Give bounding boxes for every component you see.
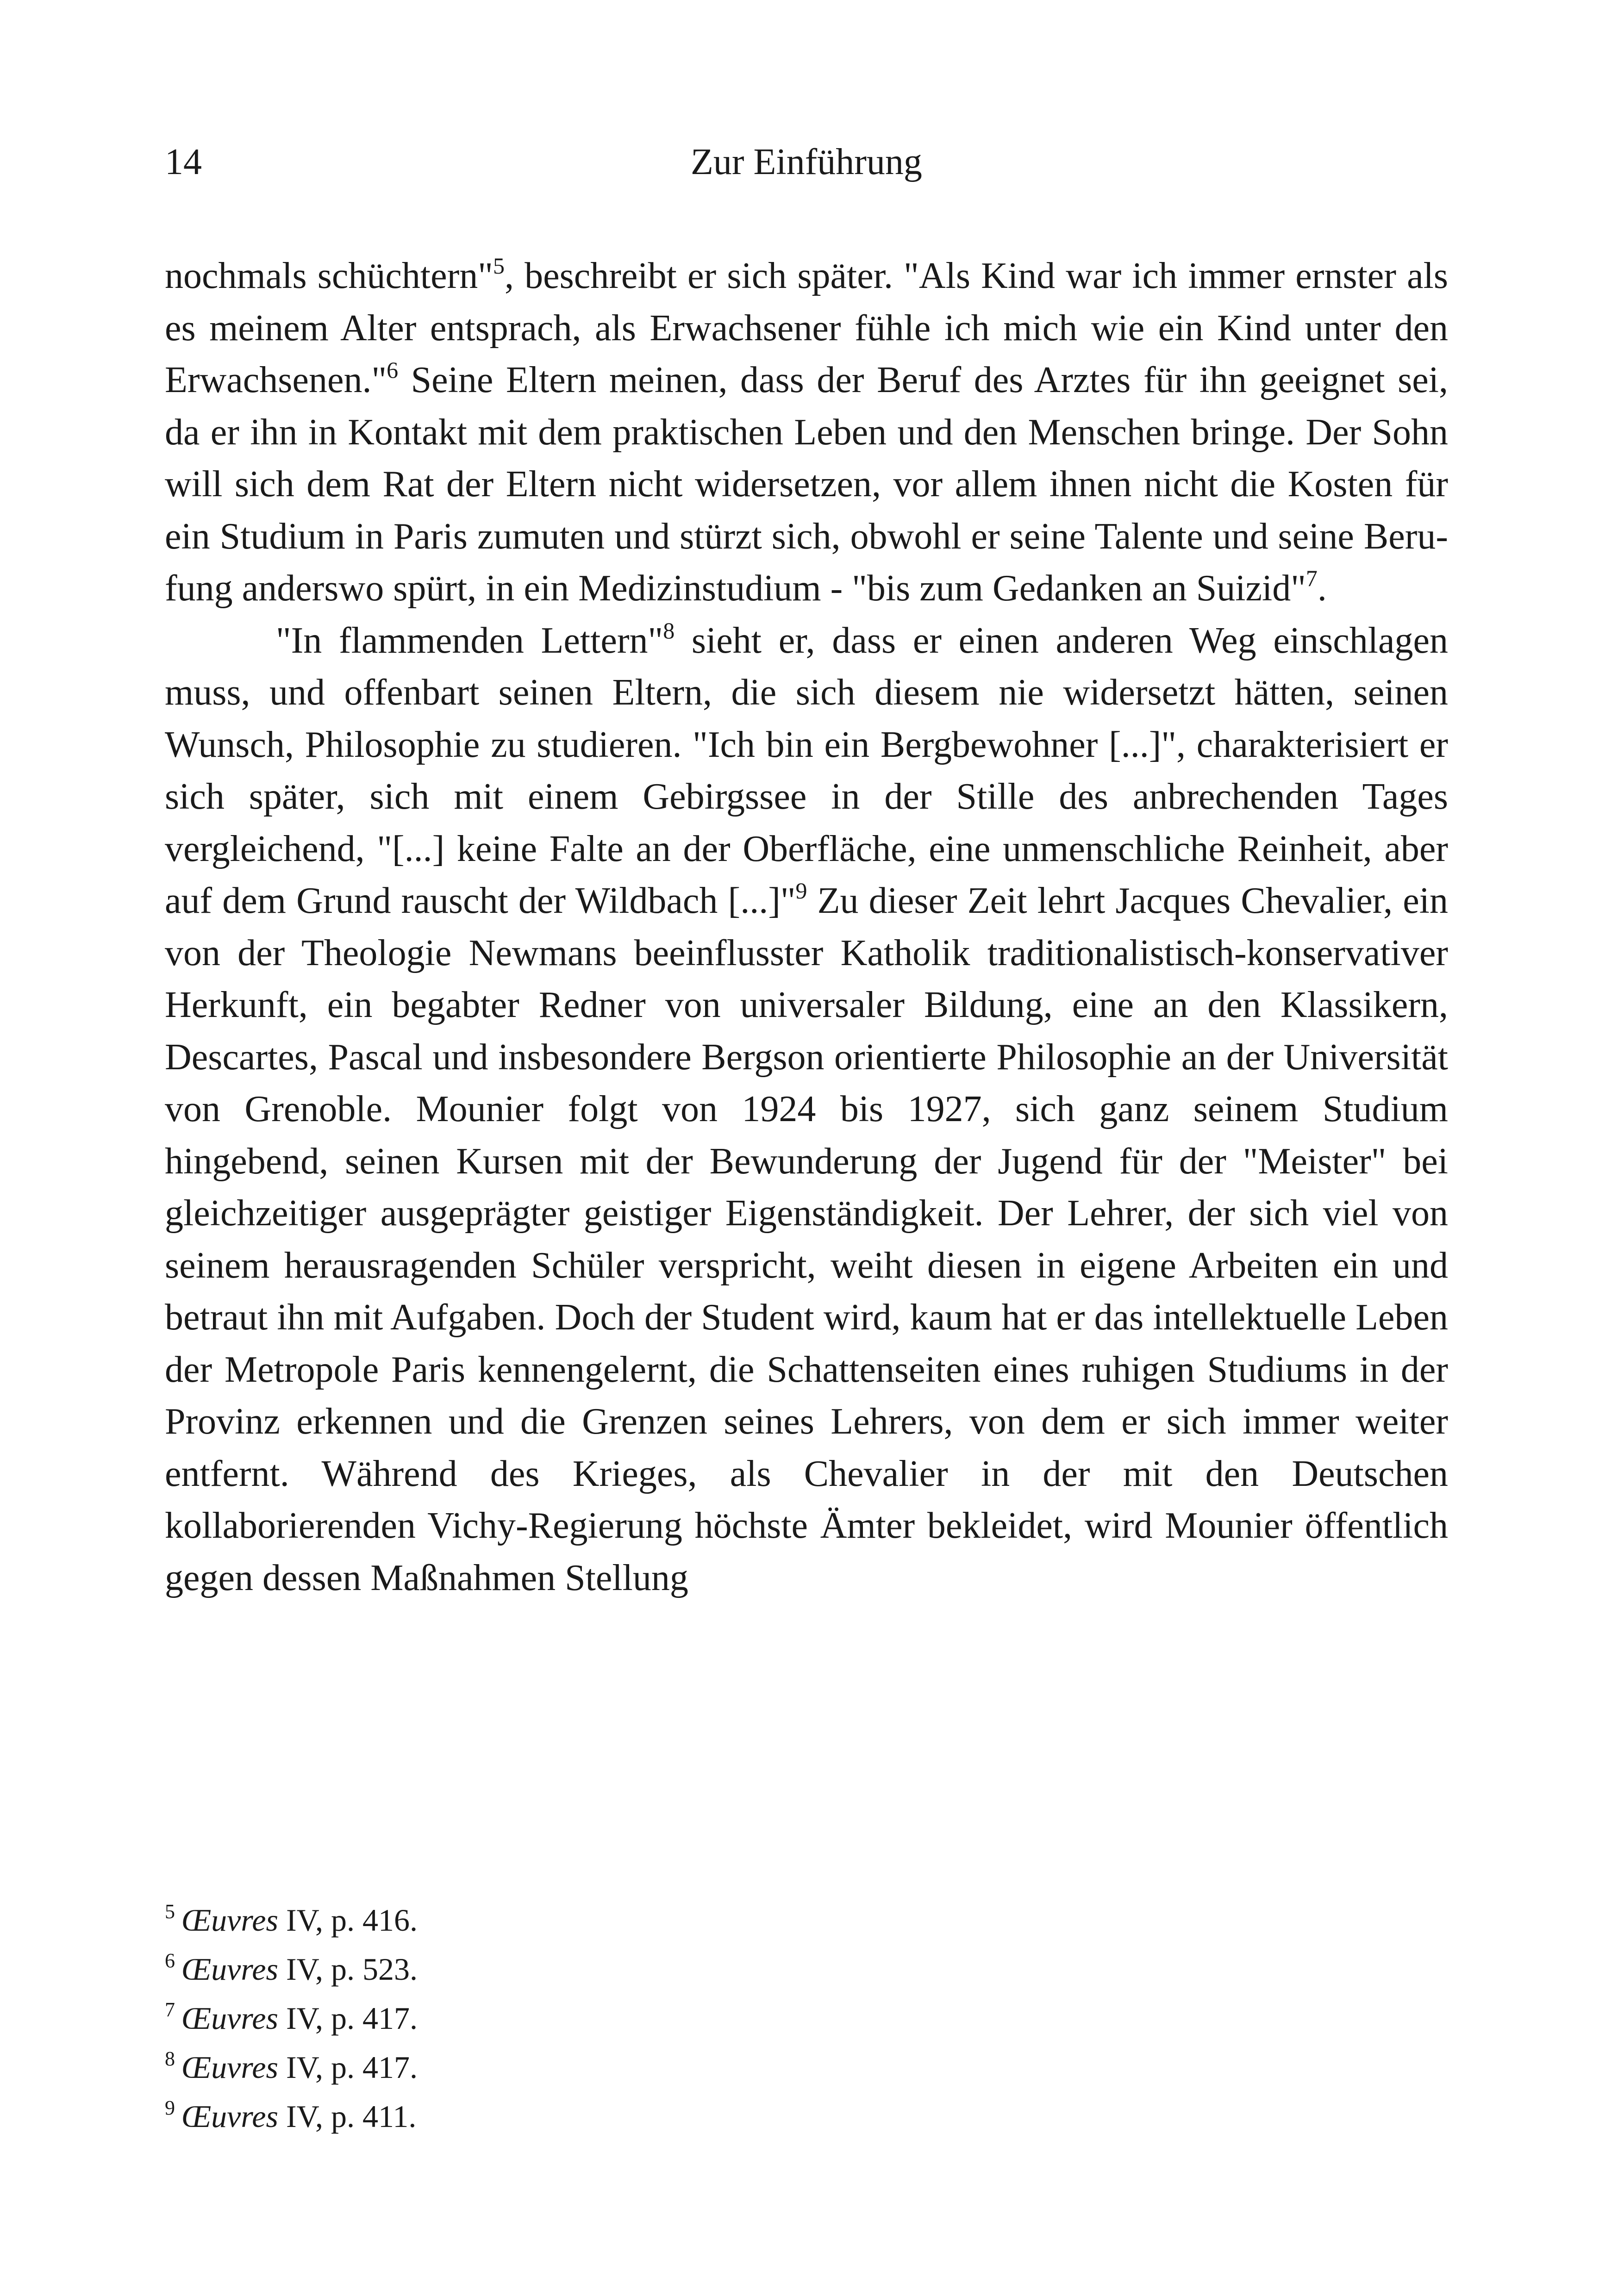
- footnote-number: 7: [165, 1998, 175, 2021]
- work-title: Œuvres: [181, 2001, 278, 2036]
- footnote-8: [165, 2043, 1448, 2092]
- page-number: 14: [165, 142, 202, 182]
- footnote-ref-7: 7: [1305, 565, 1318, 591]
- footnotes: [165, 1896, 1448, 2141]
- work-title: Œuvres: [181, 1902, 278, 1938]
- text-run: "In flammenden Lettern": [276, 620, 663, 661]
- footnote-number: 9: [165, 2096, 175, 2119]
- footnote-number: 8: [165, 2047, 175, 2070]
- footnote-9: [165, 2092, 1448, 2141]
- footnote-6: [165, 1945, 1448, 1994]
- text-run: , beschreibt er sich später. "Als Kind war ich immer ernster als es meinem Alter entsprach, als Erwachsener fühle ich mich wie ein Kind unter den Erwachsenen.": [165, 256, 1448, 400]
- footnote-ref-9: 9: [795, 878, 807, 904]
- work-title: Œuvres: [181, 2099, 278, 2134]
- footnote-number: 6: [165, 1949, 175, 1972]
- work-title: Œuvres: [181, 1952, 278, 1987]
- footnote-ref: IV, p. 523.: [278, 1952, 418, 1987]
- paragraph-1: [165, 250, 1448, 615]
- text-run: Seine Eltern meinen, dass der Beruf des Arztes für ihn geeignet sei, da er ihn in Kontakt mit dem praktischen Leben und den Menschen bringe. Der Sohn will sich dem Rat der Eltern nicht widersetzen, vor allem ihnen nicht die Kosten für ein Studium in Paris zumuten und stürzt sich, obwohl er seine Talente und seine Berufung anderswo spürt, in ein Medizinstudium - "bis zum Gedanken an Suizid": [165, 360, 1448, 609]
- running-head: Zur Einführung: [691, 142, 922, 182]
- main-text: [165, 250, 1448, 1604]
- footnote-5: [165, 1896, 1448, 1945]
- footnote-ref-6: 6: [387, 357, 399, 383]
- text-run: sieht er, dass er einen anderen Weg einschlagen muss, und offenbart seinen Eltern, die sich diesem nie widersetzt hätten, seinen Wunsch, Philosophie zu studieren. "Ich bin ein Bergbewohner [...]", charakterisiert er sich später, sich mit einem Gebirgssee in der Stille des anbrechenden Tages vergleichend, "[...] keine Falte an der Oberfläche, eine unmenschliche Reinheit, aber auf dem Grund rauscht der Wildbach [...]": [165, 620, 1448, 921]
- footnote-number: 5: [165, 1900, 175, 1923]
- paragraph-2: [165, 615, 1448, 1604]
- work-title: Œuvres: [181, 2050, 278, 2085]
- footnote-ref: IV, p. 416.: [278, 1902, 418, 1938]
- footnote-7: [165, 1994, 1448, 2043]
- page-header: [165, 139, 1448, 185]
- footnote-ref: IV, p. 417.: [278, 2001, 418, 2036]
- footnote-ref: IV, p. 417.: [278, 2050, 418, 2085]
- text-run: nochmals schüchtern": [165, 256, 493, 296]
- text-run: Zu dieser Zeit lehrt Jacques Chevalier, ein von der Theologie Newmans beeinflusster Katholik traditionalistisch-konservativer Herkunft, ein begabter Redner von universaler Bildung, eine an den Klassikern, Descartes, Pascal und insbesondere Bergson orientierte Philosophie an der Universität von Grenoble. Mounier folgt von 1924 bis 1927, sich ganz seinem Studium hingebend, seinen Kursen mit der Bewunderung der Jugend für der "Meister" bei gleichzeitiger ausgeprägter geistiger Eigenständigkeit. Der Lehrer, der sich viel von seinem herausragenden Schüler verspricht, weiht diesen in eigene Arbeiten ein und betraut ihn mit Aufgaben. Doch der Student wird, kaum hat er das intellektuelle Leben der Metropole Paris kennengelernt, die Schattenseiten eines ruhigen Studiums in der Provinz erkennen und die Grenzen seines Lehrers, von dem er sich immer weiter entfernt. Während des Krieges, als Chevalier in der mit den Deutschen kollaborierenden Vichy-Regierung höchste Ämter bekleidet, wird Mounier öffentlich gegen dessen Maßnahmen Stellung: [165, 880, 1449, 1598]
- footnote-ref: IV, p. 411.: [278, 2099, 417, 2134]
- footnote-ref-5: 5: [493, 253, 505, 279]
- text-run: .: [1317, 568, 1327, 609]
- footnote-ref-8: 8: [663, 617, 675, 643]
